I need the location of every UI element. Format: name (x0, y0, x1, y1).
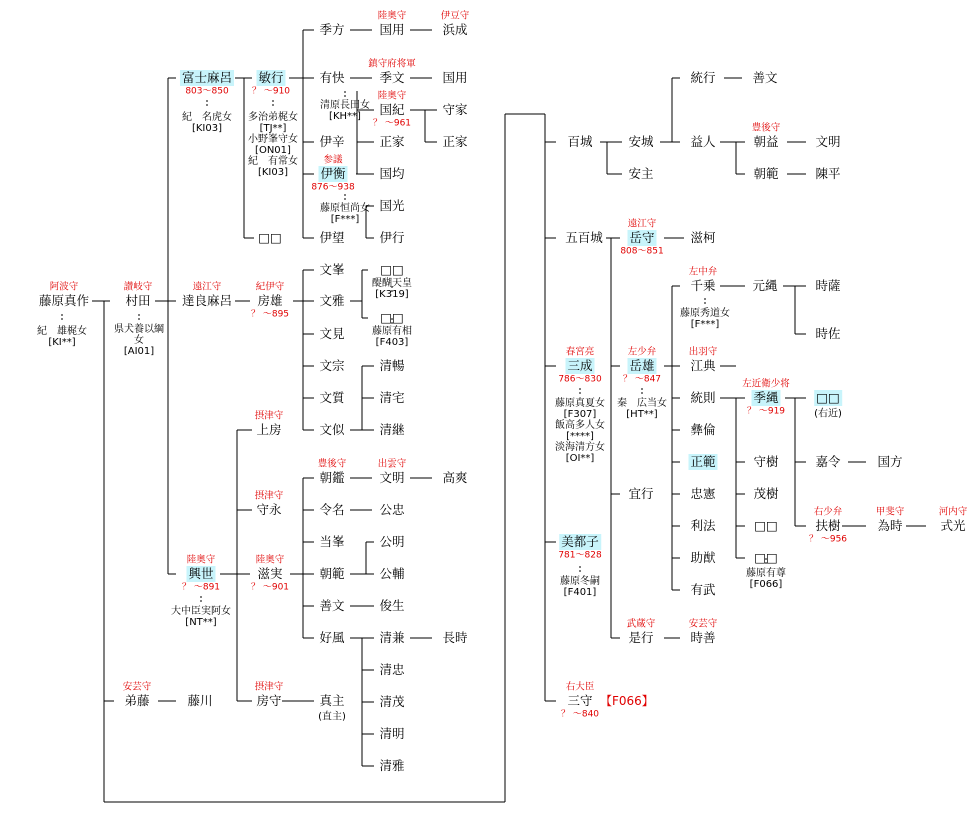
person-title: 河内守 (938, 506, 968, 518)
person-name: 安城 (628, 134, 654, 149)
person-title: 左中弁 (688, 266, 718, 278)
person-name: 忠憲 (690, 486, 716, 501)
person-name: 是行 (628, 630, 654, 645)
person-title: 左近衛少将 (742, 378, 790, 390)
person-name: 朝範 (319, 566, 345, 581)
person-name: 守樹 (753, 454, 779, 469)
person-name: 三守 (567, 693, 593, 708)
person-title: 右少弁 (813, 506, 843, 518)
person-title: 甲斐守 (875, 506, 905, 518)
person-title: 出羽守 (688, 346, 718, 358)
person-title: 鎮守府将軍 (368, 58, 416, 70)
spouse-line: [F403] (375, 337, 409, 348)
spouse-label (248, 112, 298, 178)
person-name: 時佐 (815, 326, 841, 341)
person-years: ？ 〜895 (250, 309, 290, 320)
person-name: 有快 (319, 70, 345, 85)
spouse-label (617, 398, 667, 420)
person-name: 善文 (752, 70, 778, 85)
spouse-line: 藤原冬嗣 (560, 576, 600, 587)
person-name: 国光 (379, 198, 405, 213)
person-name: 富士麻呂 (181, 70, 233, 85)
person-name: 有武 (690, 582, 716, 597)
spouse-line: [TJ**] (259, 123, 287, 134)
person-name: 敏行 (258, 70, 284, 85)
person-name: 国紀 (379, 102, 405, 117)
person-name: 朝範 (753, 166, 779, 181)
person-title: 紀伊守 (255, 281, 285, 293)
person-name: □□ (258, 230, 282, 245)
person-name: 俊生 (379, 598, 405, 613)
person-name: 益人 (690, 134, 716, 149)
person-name: 五百城 (565, 230, 603, 245)
spouse-line: [AI01] (123, 346, 155, 357)
person-name: 百城 (567, 134, 593, 149)
spouse-line: 藤原秀道女 (680, 308, 730, 319)
person-name: 文似 (319, 422, 345, 437)
person-years: ？ 〜910 (251, 86, 291, 97)
spouse-line: 紀 雄梶女 (37, 326, 87, 337)
spouse-line: 小野峯守女 (248, 134, 298, 145)
spouse-label (171, 606, 231, 628)
person-name: □□ (816, 390, 840, 405)
person-name: 好風 (319, 630, 345, 645)
spouse-label (114, 324, 164, 357)
person-title: 伊豆守 (440, 10, 470, 22)
person-years: 876〜938 (311, 182, 355, 193)
spouse-label (372, 278, 412, 300)
person-name: 朝鑑 (319, 470, 345, 485)
person-years: 808〜851 (620, 246, 664, 257)
person-title: 出雲守 (377, 458, 407, 470)
person-name: 季縄 (753, 390, 779, 405)
person-name: 滋柯 (690, 230, 716, 245)
person-name: 茂樹 (753, 486, 779, 501)
spouse-line: 藤原有尊 (746, 568, 786, 579)
person-title: 遠江守 (627, 218, 657, 230)
person-name: 伊望 (319, 230, 345, 245)
spouse-line: 県犬養以綱 (114, 324, 164, 335)
person-name: 季文 (379, 70, 405, 85)
person-name: 助猷 (690, 550, 716, 565)
person-title: 陸奥守 (377, 10, 407, 22)
person-name: 統則 (690, 390, 716, 405)
person-name: 達良麻呂 (181, 293, 233, 308)
person-title: 陸奥守 (377, 90, 407, 102)
spouse-line: 淡海清方女 (555, 442, 605, 453)
person-name: 上房 (256, 422, 282, 437)
person-name: 文雅 (319, 293, 345, 308)
spouse-label (555, 398, 605, 464)
spouse-line: [KH**] (329, 111, 361, 122)
person-title: 武蔵守 (626, 618, 656, 630)
spouse-line: 藤原恒尚女 (320, 203, 370, 214)
person-name: 江典 (690, 358, 716, 373)
person-name: □□ (754, 550, 778, 565)
person-name: 真主 (319, 693, 345, 708)
spouse-line: 大中臣実阿女 (171, 606, 231, 617)
person-title: 陸奥守 (186, 554, 216, 566)
person-name: 文見 (319, 326, 345, 341)
person-name: 式光 (940, 518, 966, 533)
person-title: 遠江守 (192, 281, 222, 293)
person-name: 清雅 (379, 758, 405, 773)
spouse-line: [F401] (563, 587, 597, 598)
person-name: 嘉令 (815, 454, 841, 469)
person-name: 文明 (379, 470, 405, 485)
person-title: 陸奥守 (255, 554, 285, 566)
person-name: □□ (380, 262, 404, 277)
person-name: 元縄 (752, 278, 778, 293)
person-name: 文宗 (319, 358, 345, 373)
person-years: ？ 〜891 (181, 582, 221, 593)
spouse-line: 多治弟梶女 (248, 112, 298, 123)
person-title: 摂津守 (254, 681, 284, 693)
person-name: 令名 (319, 502, 345, 517)
person-name: 村田 (125, 293, 151, 308)
person-name: 公明 (379, 534, 405, 549)
person-name: 時薩 (815, 278, 841, 293)
person-name: 陳平 (815, 166, 841, 181)
spouse-label (37, 326, 87, 348)
person-name: 清明 (379, 726, 405, 741)
person-name: 為時 (877, 518, 903, 533)
person-title: 右大臣 (565, 681, 595, 693)
person-name: 興世 (188, 566, 214, 581)
person-name: 岳雄 (629, 358, 655, 373)
person-name: 弟藤 (124, 693, 150, 708)
person-name: 文峯 (319, 262, 345, 277)
alias-note: (右近) (814, 408, 842, 420)
person-name: 正家 (442, 134, 468, 149)
person-name: □□ (754, 518, 778, 533)
person-name: 清暢 (379, 358, 405, 373)
person-name: 彝倫 (690, 422, 716, 437)
person-name: 正範 (690, 454, 716, 469)
spouse-label (560, 576, 600, 598)
person-name: 清継 (379, 422, 405, 437)
spouse-line: [NT**] (185, 617, 217, 628)
spouse-line: [OI**] (565, 453, 595, 464)
person-name: 房雄 (257, 293, 283, 308)
person-title: 安芸守 (688, 618, 718, 630)
person-name: 藤原真作 (38, 293, 90, 308)
spouse-line: [ON01] (255, 145, 291, 156)
person-title: 豊後守 (751, 122, 781, 134)
spouse-line: [HT**] (626, 409, 658, 420)
person-name: 扶樹 (815, 518, 841, 533)
person-name: 浜成 (442, 22, 468, 37)
spouse-line: 女 (134, 335, 144, 346)
person-name: 伊辛 (319, 134, 345, 149)
spouse-line: 清原長田女 (320, 100, 370, 111)
person-title: 安芸守 (122, 681, 152, 693)
spouse-line: 紀 有常女 (248, 156, 298, 167)
spouse-line: [F***] (690, 319, 720, 330)
person-name: 滋実 (257, 566, 283, 581)
person-name: 藤川 (187, 693, 213, 708)
person-title: 春宮亮 (565, 346, 595, 358)
person-name: 利法 (690, 518, 716, 533)
person-name: 当峯 (319, 534, 345, 549)
person-name: 伊衡 (320, 166, 346, 181)
spouse-line: [F***] (330, 214, 360, 225)
person-title: 讃岐守 (123, 281, 153, 293)
person-name: 宜行 (628, 486, 654, 501)
spouse-line: 藤原有相 (372, 326, 412, 337)
person-title: 豊後守 (317, 458, 347, 470)
spouse-line: [F307] (563, 409, 597, 420)
spouse-line: 醍醐天皇 (372, 278, 412, 289)
person-title: 左少弁 (627, 346, 657, 358)
person-name: 房守 (256, 693, 282, 708)
person-years: ？ 〜847 (622, 374, 662, 385)
person-name: 国用 (379, 22, 405, 37)
person-name: 公忠 (379, 502, 405, 517)
person-years: ？ 〜901 (250, 582, 290, 593)
person-title: 摂津守 (254, 490, 284, 502)
spouse-line: 飯高多人女 (555, 420, 605, 431)
person-title: 参議 (323, 154, 343, 166)
person-name: 長時 (442, 630, 468, 645)
spouse-line: [KI**] (48, 337, 76, 348)
person-name: 美都子 (561, 534, 599, 549)
spouse-line: [****] (566, 431, 594, 442)
person-name: 正家 (379, 134, 405, 149)
person-name: 文明 (815, 134, 841, 149)
spouse-label (372, 326, 412, 348)
person-name: 統行 (690, 70, 716, 85)
person-name: □□ (380, 310, 404, 325)
person-name: 伊行 (379, 230, 405, 245)
person-title: 摂津守 (254, 410, 284, 422)
person-name: 国均 (379, 166, 405, 181)
person-years: 786〜830 (558, 374, 602, 385)
person-years: ？ 〜919 (746, 406, 786, 417)
person-years: ？ 〜840 (560, 709, 600, 720)
spouse-line: [KI03] (191, 123, 223, 134)
person-name: 高爽 (442, 470, 468, 485)
person-years: 803〜850 (185, 86, 229, 97)
person-years: 781〜828 (558, 550, 602, 561)
person-name: 清兼 (379, 630, 405, 645)
spouse-label (182, 112, 232, 134)
person-name: 三成 (567, 358, 593, 373)
alias-note: (直主) (318, 711, 346, 723)
person-name: 清忠 (379, 662, 405, 677)
reference-code: 【F066】 (600, 694, 654, 708)
spouse-line: 藤原真夏女 (555, 398, 605, 409)
person-name: 国方 (877, 454, 903, 469)
spouse-label (746, 568, 786, 590)
person-name: 守家 (442, 102, 468, 117)
person-name: 清茂 (379, 694, 405, 709)
person-name: 季方 (319, 22, 345, 37)
person-name: 守永 (256, 502, 282, 517)
spouse-label (320, 100, 370, 122)
spouse-line: 紀 名虎女 (182, 112, 232, 123)
person-name: 清宅 (379, 390, 405, 405)
person-name: 朝益 (753, 134, 779, 149)
spouse-line: [KI03] (257, 167, 289, 178)
person-years: ？ 〜961 (372, 118, 412, 129)
person-title: 阿波守 (49, 281, 79, 293)
spouse-line: [K319] (375, 289, 409, 300)
person-name: 千乗 (690, 278, 716, 293)
person-name: 岳守 (629, 230, 655, 245)
spouse-label (680, 308, 730, 330)
spouse-line: 秦 広当女 (617, 398, 667, 409)
person-name: 時善 (690, 630, 716, 645)
person-name: 公輔 (379, 566, 405, 581)
spouse-label (320, 203, 370, 225)
spouse-line: [F066] (749, 579, 783, 590)
person-name: 国用 (442, 70, 468, 85)
person-years: ？ 〜956 (808, 534, 848, 545)
person-name: 文質 (319, 390, 345, 405)
person-name: 善文 (319, 598, 345, 613)
person-name: 安主 (628, 166, 654, 181)
